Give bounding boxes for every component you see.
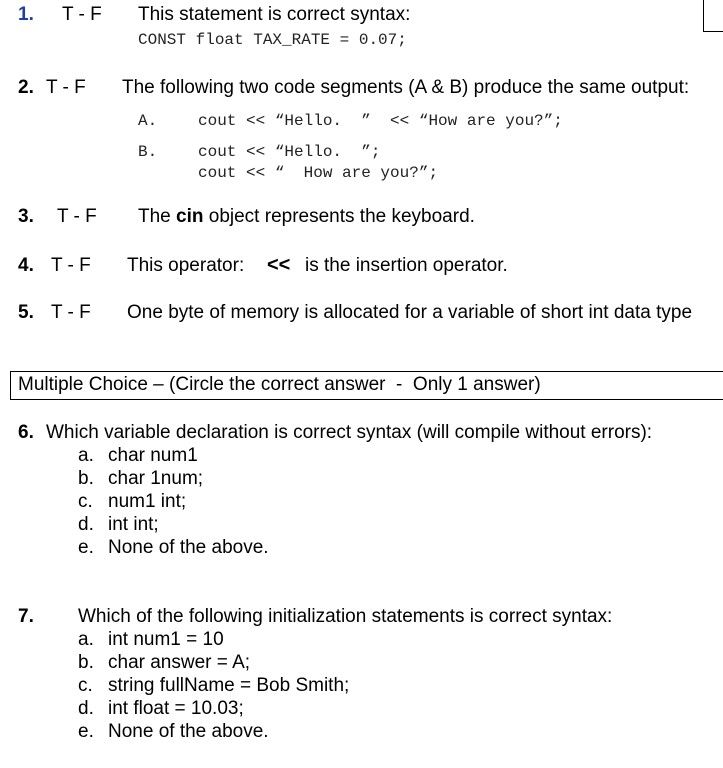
- question-5-number: 5.: [18, 302, 34, 323]
- option-letter: e.: [78, 537, 94, 558]
- question-3-true-false[interactable]: T - F: [57, 206, 97, 227]
- question-2-true-false[interactable]: T - F: [46, 77, 86, 98]
- question-6-option-e[interactable]: [78, 537, 269, 559]
- question-7-option-c[interactable]: [78, 675, 349, 697]
- question-6-text: Which variable declaration is correct syntax (will compile without errors):: [46, 422, 653, 443]
- question-3-number: 3.: [18, 206, 34, 227]
- question-1-true-false[interactable]: T - F: [62, 4, 102, 25]
- option-letter: c.: [78, 491, 93, 512]
- question-2-number: 2.: [18, 77, 34, 98]
- question-6-number: 6.: [18, 422, 34, 443]
- question-7-option-b[interactable]: [78, 652, 250, 674]
- question-4-text-post: is the insertion operator.: [305, 255, 508, 276]
- option-text: int int;: [108, 514, 159, 535]
- option-letter: b.: [78, 468, 94, 489]
- option-text: char 1num;: [108, 468, 204, 489]
- option-text: char num1: [108, 445, 198, 466]
- option-letter: a.: [78, 629, 94, 650]
- segment-a-label: A.: [138, 112, 158, 130]
- question-7-number: 7.: [18, 606, 34, 627]
- question-6-option-b[interactable]: [78, 468, 203, 490]
- option-letter: a.: [78, 445, 94, 466]
- question-3-text-pre: The: [138, 206, 177, 227]
- option-text: int num1 = 10: [108, 629, 224, 650]
- segment-b-code-line2: cout << “ How are you?”;: [198, 164, 439, 182]
- question-4-true-false[interactable]: T - F: [51, 255, 91, 276]
- option-text: char answer = A;: [108, 652, 251, 673]
- section-title: Multiple Choice – (Circle the correct answer - Only 1 answer): [18, 374, 541, 395]
- insertion-operator: <<: [267, 254, 291, 276]
- option-letter: b.: [78, 652, 94, 673]
- question-6-option-a[interactable]: [78, 445, 198, 467]
- question-5-text: One byte of memory is allocated for a variable of short int data type: [127, 302, 693, 323]
- segment-a-code: cout << “Hello. ” << “How are you?”;: [198, 112, 563, 130]
- question-7-option-e[interactable]: [78, 721, 269, 743]
- question-1-code: CONST float TAX_RATE = 0.07;: [138, 31, 407, 49]
- question-3-text-post: object represents the keyboard.: [203, 206, 475, 227]
- question-7-option-a[interactable]: [78, 629, 224, 651]
- question-7-text: Which of the following initialization statements is correct syntax:: [78, 606, 613, 627]
- option-text: None of the above.: [108, 721, 269, 742]
- question-4-number: 4.: [18, 255, 34, 276]
- option-text: string fullName = Bob Smith;: [108, 675, 350, 696]
- option-letter: d.: [78, 698, 94, 719]
- question-2-text: The following two code segments (A & B) produce the same output:: [122, 77, 690, 98]
- question-7-option-d[interactable]: [78, 698, 244, 720]
- question-5-true-false[interactable]: T - F: [51, 302, 91, 323]
- option-text: None of the above.: [108, 537, 269, 558]
- question-1-text: This statement is correct syntax:: [138, 4, 411, 25]
- question-3-text: [138, 206, 475, 228]
- cin-keyword: cin: [176, 206, 204, 227]
- question-1-number: 1.: [18, 4, 34, 25]
- question-6-option-c[interactable]: [78, 491, 186, 513]
- option-text: num1 int;: [108, 491, 187, 512]
- segment-b-label: B.: [138, 143, 158, 161]
- option-text: int float = 10.03;: [108, 698, 244, 719]
- option-letter: c.: [78, 675, 93, 696]
- answer-box: [703, 0, 723, 32]
- segment-b-code-line1: cout << “Hello. ”;: [198, 143, 381, 161]
- option-letter: d.: [78, 514, 94, 535]
- option-letter: e.: [78, 721, 94, 742]
- question-4-text-pre: This operator:: [127, 255, 245, 276]
- question-6-option-d[interactable]: [78, 514, 159, 536]
